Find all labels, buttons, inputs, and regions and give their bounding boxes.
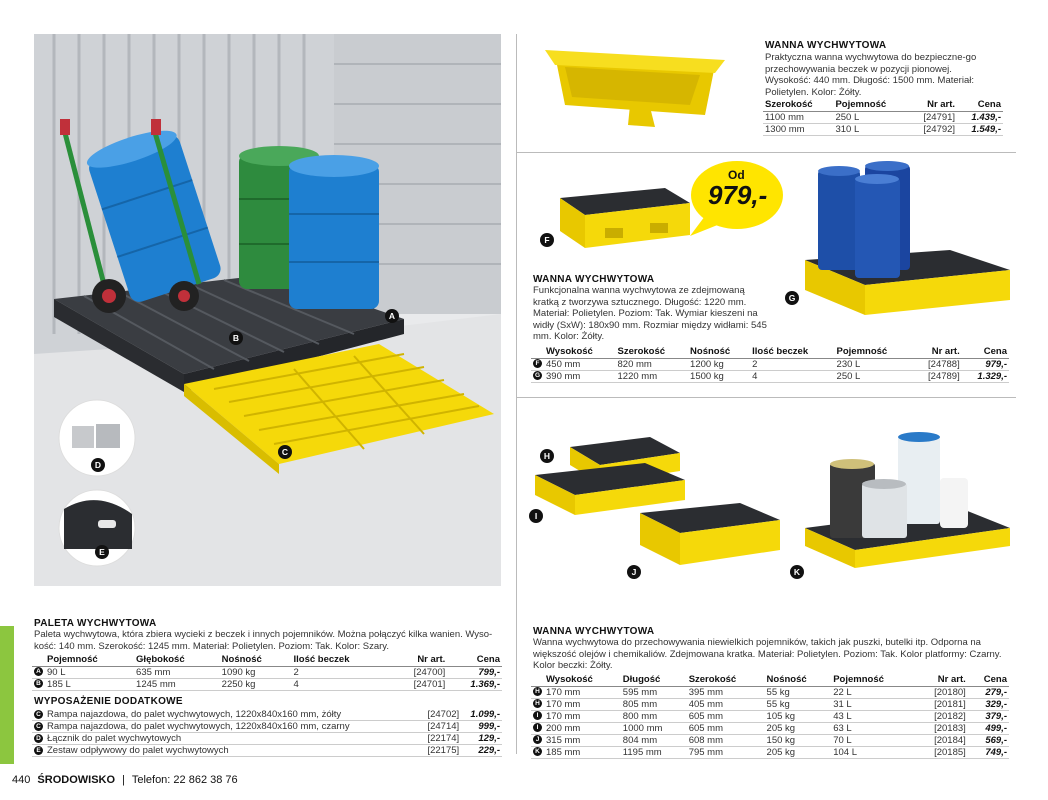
table-row: F 450 mm 820 mm 1200 kg 2 230 L [24788] 979,-: [531, 358, 1009, 370]
accessory-row: C Rampa najazdowa, do palet wychwytowych, 1220x840x160 mm, żółty [24702] 1.099,-: [32, 709, 502, 721]
col-height: Wysokość: [544, 346, 616, 358]
pallet-title: PALETA WYCHWYTOWA: [34, 618, 157, 629]
label-h: H: [540, 449, 554, 463]
col-load: Nośność: [765, 674, 832, 686]
table-row: B 185 L 1245 mm 2250 kg 4 [24701] 1.369,-: [32, 678, 502, 690]
pallet-photo: [34, 34, 501, 586]
label-d: D: [91, 458, 105, 472]
tray-f-illustration: [555, 183, 695, 253]
column-divider: [516, 34, 517, 754]
row-divider-1: [516, 152, 1016, 153]
label-j: J: [627, 565, 641, 579]
row-marker: G: [534, 372, 541, 380]
tray-small-table: [531, 674, 1009, 759]
row-marker: K: [533, 747, 542, 756]
col-barrels: Ilość beczek: [750, 346, 834, 358]
label-b: B: [229, 331, 243, 345]
label-a: A: [385, 309, 399, 323]
tray-mid-table: [531, 346, 1009, 383]
badge-from: Od: [728, 168, 745, 182]
accent-bar: [0, 626, 14, 764]
col-article: Nr art.: [914, 674, 968, 686]
row-marker: C: [34, 722, 43, 731]
col-capacity: Pojemność: [835, 346, 912, 358]
col-article: Nr art.: [389, 654, 447, 666]
col-length: Długość: [621, 674, 687, 686]
col-price: Cena: [968, 674, 1009, 686]
small-trays-illustration: [530, 425, 780, 575]
tray-mid-title: WANNA WYCHWYTOWA: [533, 274, 655, 285]
accessory-row: C Rampa najazdowa, do palet wychwytowych, 1220x840x160 mm, czarny [24714] 999,-: [32, 721, 502, 733]
label-i: I: [529, 509, 543, 523]
label-c: C: [278, 445, 292, 459]
pallet-description: Paleta wychwytowa, która zbiera wycieki z beczek i innych pojemników. Można połączyć kilka wanien. Wyso-kość: 140 mm. Szerokość: 1245 mm. Materiał: Polietylen. Poziom: Tak. Kolor: Szary.: [34, 629, 493, 652]
table-row: K 185 mm 1195 mm 795 mm 205 kg 104 L [20185] 749,-: [531, 746, 1009, 758]
tray-small-description: Wanna wychwytowa do przechowywania niewielkich pojemników, takich jak puszki, butelki itp. Odporna na większość olejów i chemikaliów. Zdejmowana kratka. Materiał: Polietylen. Poziom: Tak. Kolor platformy: Czarny. Kolor beczki: Żółty.: [533, 637, 1002, 672]
col-article: Nr art.: [911, 346, 961, 358]
row-marker: I: [533, 711, 542, 720]
col-capacity: Pojemność: [45, 654, 134, 666]
table-header-row: [32, 654, 502, 666]
row-marker: E: [34, 746, 43, 755]
pallet-scene-illustration: [34, 34, 501, 586]
table-header-row: [531, 346, 1009, 358]
footer-separator: |: [122, 774, 125, 786]
table-row: 1300 mm 310 L [24792] 1.549,-: [765, 123, 1001, 135]
row-marker: H: [533, 699, 542, 708]
col-price: Cena: [957, 99, 1003, 111]
row-marker: A: [34, 667, 43, 676]
row-marker: D: [34, 734, 43, 743]
tray-top-title: WANNA WYCHWYTOWA: [765, 40, 887, 51]
page-number: 440: [12, 774, 31, 786]
col-barrels: Ilość beczek: [292, 654, 390, 666]
accessory-row: D Łącznik do palet wychwytowych [22174] 129,-: [32, 733, 502, 745]
table-row: I 200 mm 1000 mm 605 mm 205 kg 63 L [20183] 499,-: [531, 722, 1009, 734]
label-f: F: [540, 233, 554, 247]
accessory-row: E Zestaw odpływowy do palet wychwytowych [22175] 229,-: [32, 745, 502, 757]
row-divider-2: [516, 397, 1016, 398]
tray-top-description: Praktyczna wanna wychwytowa do bezpieczne-go przechowywania beczek w pozycji pionowej. Wysokość: 440 mm. Długość: 1500 mm. Materiał: Polietylen. Kolor: Żółty.: [765, 52, 977, 98]
table-row: H 170 mm 805 mm 405 mm 55 kg 31 L [20181] 329,-: [531, 698, 1009, 710]
table-row: A 90 L 635 mm 1090 kg 2 [24700] 799,-: [32, 666, 502, 678]
row-marker: F: [533, 359, 542, 368]
col-capacity: Pojemność: [833, 99, 908, 111]
table-row: I 170 mm 800 mm 605 mm 105 kg 43 L [20182] 379,-: [531, 710, 1009, 722]
row-marker: C: [34, 710, 43, 719]
col-price: Cena: [962, 346, 1009, 358]
label-g: G: [785, 291, 799, 305]
label-e: E: [95, 545, 109, 559]
accessories-title: WYPOSAŻENIE DODATKOWE: [34, 696, 183, 707]
row-marker: I: [533, 723, 542, 732]
col-width: Szerokość: [616, 346, 689, 358]
col-capacity: Pojemność: [831, 674, 914, 686]
table-row: J 315 mm 804 mm 608 mm 150 kg 70 L [20184] 569,-: [531, 734, 1009, 746]
footer: [12, 774, 238, 786]
table-row: 1100 mm 250 L [24791] 1.439,-: [765, 111, 1001, 123]
accessories-table: [32, 709, 502, 757]
tray-k-illustration: [800, 428, 1015, 573]
phone-number: Telefon: 22 862 38 76: [131, 774, 238, 786]
label-k: K: [790, 565, 804, 579]
section-name: ŚRODOWISKO: [37, 774, 116, 786]
col-width: Szerokość: [687, 674, 765, 686]
pallet-table: [32, 654, 502, 691]
table-row: G 390 mm 1220 mm 1500 kg 4 250 L [24789] 1.329,-: [531, 370, 1009, 382]
row-marker: J: [533, 735, 542, 744]
table-header-row: [531, 674, 1009, 686]
yellow-tub-illustration: [540, 45, 730, 130]
col-height: Wysokość: [544, 674, 621, 686]
badge-price: 979,-: [708, 180, 768, 210]
col-depth: Głębokość: [134, 654, 220, 666]
col-price: Cena: [447, 654, 502, 666]
tray-small-title: WANNA WYCHWYTOWA: [533, 626, 655, 637]
tray-mid-description: Funkcjonalna wanna wychwytowa ze zdejmowaną kratką z tworzywa sztucznego. Długość: 1220 mm. Materiał: Polietylen. Poziom: Tak. Wymiar kieszeni na widły (SxW): 180x90 mm. Rozmiar między widłami: 545 mm. Kolor: Żółty.: [533, 285, 767, 343]
row-marker: B: [34, 679, 43, 688]
col-load: Nośność: [220, 654, 292, 666]
col-load: Nośność: [688, 346, 750, 358]
table-row: H 170 mm 595 mm 395 mm 55 kg 22 L [20180] 279,-: [531, 686, 1009, 698]
table-header-row: [763, 99, 1003, 111]
tray-top-table: [763, 99, 1003, 136]
tray-g-illustration: [800, 160, 1015, 320]
col-width: Szerokość: [763, 99, 833, 111]
row-marker: H: [533, 687, 542, 696]
col-article: Nr art.: [908, 99, 957, 111]
